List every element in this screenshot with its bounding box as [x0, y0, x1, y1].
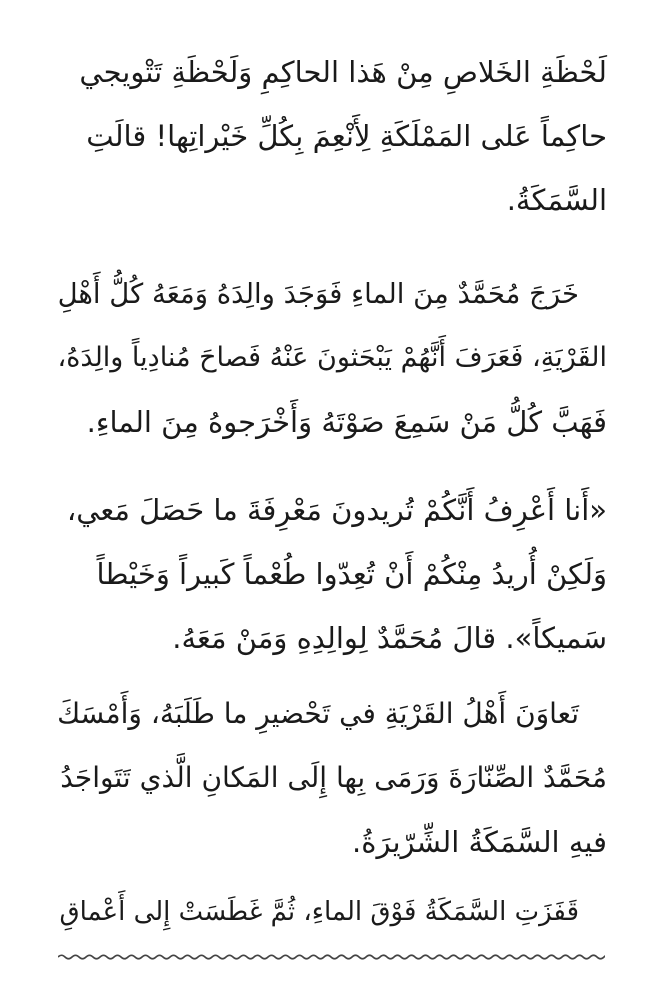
- paragraph-line: «أَنا أَعْرِفُ أَنَّكُمْ تُريدونَ مَعْرِفَةَ ما حَصَلَ مَعي،: [66, 493, 607, 527]
- paragraph-line: حاكِماً عَلى المَمْلَكَةِ لِأَنْعِمَ بِكُلِّ خَيْراتِها! قالَتِ: [86, 119, 607, 153]
- paragraph-line: قَفَزَتِ السَّمَكَةُ فَوْقَ الماءِ، ثُمَّ غَطَسَتْ إِلى أَعْماقِ: [59, 897, 579, 927]
- paragraph-line: السَّمَكَةُ.: [506, 183, 607, 217]
- paragraph-5: [56, 880, 607, 944]
- paragraph-4: [56, 682, 607, 874]
- paragraph-line: سَميكاً». قالَ مُحَمَّدٌ لِوالِدِهِ وَمَنْ مَعَهُ.: [172, 621, 607, 655]
- paragraph-line: لَحْظَةِ الخَلاصِ مِنْ هَذا الحاكِمِ وَلَحْظَةِ تَتْويجي: [79, 55, 607, 89]
- paragraph-line: تَعاوَنَ أَهْلُ القَرْيَةِ في تَحْضيرِ ما طَلَبَهُ، وَأَمْسَكَ: [57, 697, 579, 730]
- paragraph-1: [56, 40, 607, 232]
- paragraph-line: خَرَجَ مُحَمَّدٌ مِنَ الماءِ فَوَجَدَ والِدَهُ وَمَعَهُ كُلُّ أَهْلِ: [57, 278, 579, 310]
- paragraph-line: وَلَكِنْ أُريدُ مِنْكُمْ أَنْ تُعِدّوا طُعْماً كَبيراً وَخَيْطاً: [96, 557, 607, 591]
- paragraph-line: القَرْيَةِ، فَعَرَفَ أَنَّهُمْ يَبْحَثونَ عَنْهُ فَصاحَ مُنادِياً والِدَهُ،: [57, 342, 607, 373]
- paragraph-line: مُحَمَّدٌ الصِّنّارَةَ وَرَمَى بِها إِلَى المَكانِ الَّذي تَتَواجَدُ: [60, 761, 607, 794]
- paragraph-line: فَهَبَّ كُلُّ مَنْ سَمِعَ صَوْتَهُ وَأَخْرَجوهُ مِنَ الماءِ.: [86, 405, 607, 439]
- paragraph-2: [56, 262, 607, 454]
- paragraph-3: [56, 478, 607, 670]
- wavy-divider: [58, 950, 605, 964]
- paragraph-line: فيهِ السَّمَكَةُ الشِّرّيرَةُ.: [352, 825, 607, 859]
